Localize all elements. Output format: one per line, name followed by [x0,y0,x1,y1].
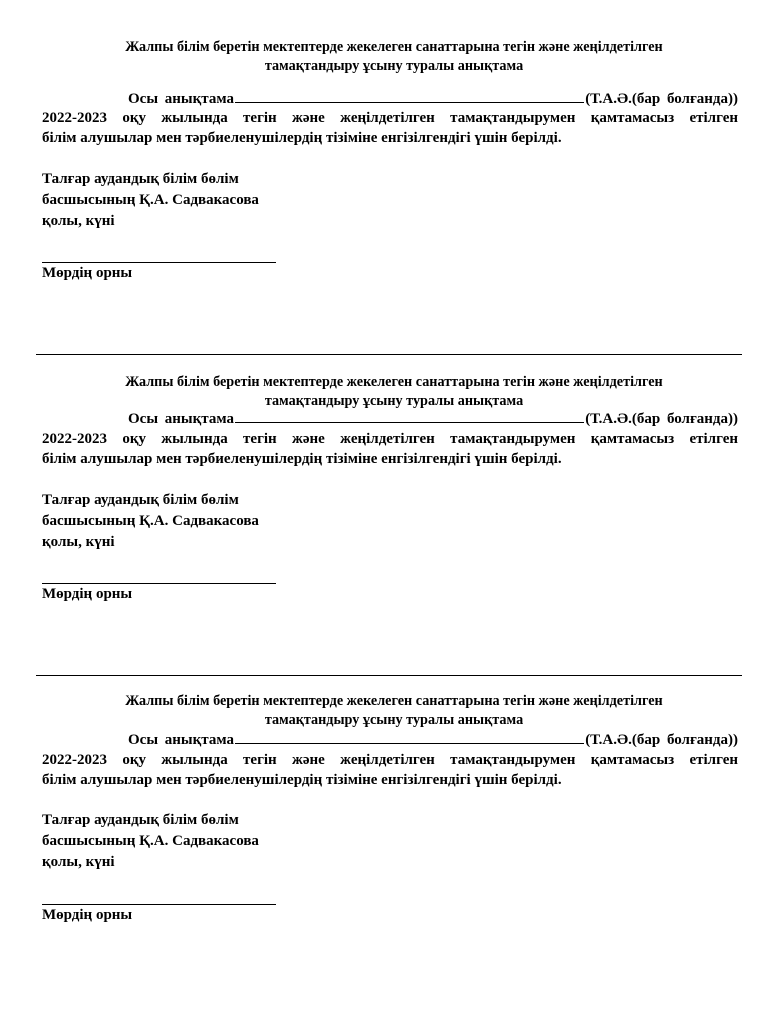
body-line-1: 2022-2023 оқу жылында тегін және жеңілдетілген тамақтандырумен қамтамасыз етілген [42,110,738,126]
title-line-1: Жалпы білім беретін мектептерде жекелеген санаттарына тегін және жеңілдетілген [125,374,663,390]
recipient-hint: (Т.А.Ә.(бар болғанда)) [585,732,738,748]
signer-line-1: Талғар аудандық білім бөлім [42,171,239,187]
recipient-hint: (Т.А.Ә.(бар болғанда)) [585,91,738,107]
title-line-1: Жалпы білім беретін мектептерде жекелеген санаттарына тегін және жеңілдетілген [125,693,663,709]
recipient-name-blank[interactable] [235,409,584,423]
recipient-label: Осы анықтама [128,91,234,107]
signer-line-2: басшысының Қ.А. Садвакасова [42,833,259,849]
signer-line-3: қолы, күні [42,213,115,229]
recipient-label: Осы анықтама [128,411,234,427]
recipient-line [42,730,738,750]
signer-line-3: қолы, күні [42,854,115,870]
body-line-2: білім алушылар мен тәрбиеленушілердің тізіміне енгізілгендігі үшін берілді. [42,451,562,467]
signer-block [42,169,259,232]
title-line-2: тамақтандыру ұсыну туралы анықтама [264,393,524,409]
signer-block [42,810,259,873]
title-line-2: тамақтандыру ұсыну туралы анықтама [264,712,524,728]
stamp-label: Мөрдің орны [42,907,133,923]
body-line-2: білім алушылар мен тәрбиеленушілердің тізіміне енгізілгендігі үшін берілді. [42,130,562,146]
recipient-hint: (Т.А.Ә.(бар болғанда)) [585,411,738,427]
stamp-label: Мөрдің орны [42,586,133,602]
signer-block [42,490,259,553]
signer-line-3: қолы, күні [42,534,115,550]
title-line-1: Жалпы білім беретін мектептерде жекелеген санаттарына тегін және жеңілдетілген [125,39,663,55]
certificate-title [40,373,748,411]
recipient-line [42,89,738,109]
body-line-1: 2022-2023 оқу жылында тегін және жеңілдетілген тамақтандырумен қамтамасыз етілген [42,431,738,447]
recipient-label: Осы анықтама [128,732,234,748]
stamp-label: Мөрдің орны [42,265,133,281]
signer-line-2: басшысының Қ.А. Садвакасова [42,513,259,529]
recipient-name-blank[interactable] [235,89,584,103]
section-divider-1 [36,354,742,355]
body-line-1: 2022-2023 оқу жылында тегін және жеңілдетілген тамақтандырумен қамтамасыз етілген [42,752,738,768]
signer-line-2: басшысының Қ.А. Садвакасова [42,192,259,208]
section-divider-2 [36,675,742,676]
body-line-2: білім алушылар мен тәрбиеленушілердің тізіміне енгізілгендігі үшін берілді. [42,772,562,788]
title-line-2: тамақтандыру ұсыну туралы анықтама [264,58,524,74]
signer-line-1: Талғар аудандық білім бөлім [42,492,239,508]
recipient-name-blank[interactable] [235,730,584,744]
signer-line-1: Талғар аудандық білім бөлім [42,812,239,828]
certificate-title [40,692,748,730]
certificate-title [40,38,748,76]
recipient-line [42,409,738,429]
